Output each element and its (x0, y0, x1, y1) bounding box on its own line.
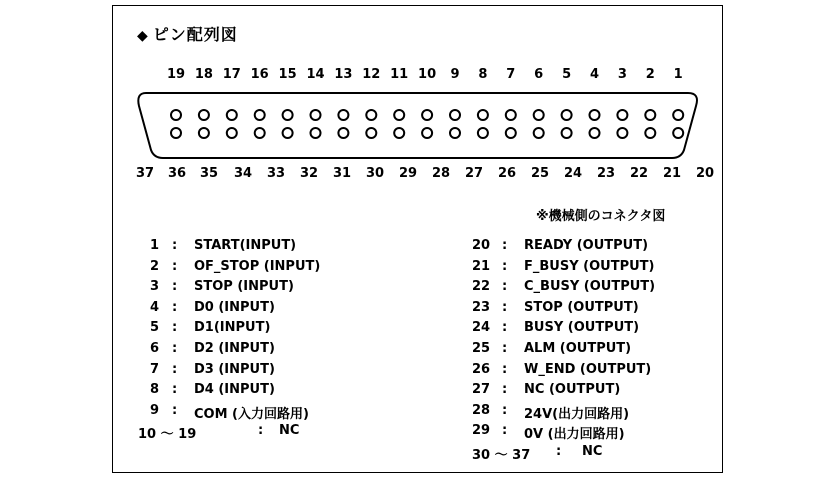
pin-hole (366, 110, 376, 120)
pin-label: START(INPUT) (194, 238, 297, 253)
pin-number: 7 (150, 361, 160, 377)
pin-number: 10 ～ 19 (138, 427, 197, 443)
pin-number-bottom: 30 (365, 166, 385, 181)
pin-number-bottom: 21 (662, 166, 682, 181)
pin-label: D2 (INPUT) (194, 341, 275, 356)
pin-number-top: 18 (194, 67, 213, 82)
pin-number: 27 (472, 382, 491, 398)
pin-number-top: 15 (278, 67, 297, 82)
separator: : (172, 402, 178, 418)
pin-number-top: 4 (589, 67, 600, 82)
pin-hole (534, 110, 544, 120)
pin-number: 29 (472, 423, 491, 439)
pin-hole (227, 110, 237, 120)
connector-note: ※機械側のコネクタ図 (536, 209, 666, 224)
pin-hole (645, 128, 655, 138)
separator: : (172, 320, 178, 336)
pin-hole (478, 110, 488, 120)
separator: : (502, 423, 508, 439)
pin-number: 3 (150, 279, 160, 295)
pin-label: NC (582, 444, 603, 459)
pin-hole (673, 128, 683, 138)
separator: : (172, 258, 178, 274)
pin-number-bottom: 23 (596, 166, 616, 181)
pin-number-top: 8 (478, 67, 488, 82)
pin-number: 9 (150, 402, 160, 418)
pin-number-bottom: 29 (398, 166, 418, 181)
pin-row-bottom (171, 128, 683, 138)
pin-number-top: 7 (506, 67, 516, 82)
pin-row-top (171, 110, 683, 120)
separator: : (502, 402, 508, 418)
pin-number: 28 (472, 402, 491, 418)
pin-hole (338, 128, 348, 138)
pin-number-bottom: 26 (497, 166, 517, 181)
pin-number-bottom: 22 (629, 166, 649, 181)
pin-number: 24 (472, 320, 491, 336)
pin-number-bottom: 33 (266, 166, 286, 181)
pin-hole (422, 128, 432, 138)
separator: : (502, 238, 508, 253)
pin-number: 20 (472, 238, 491, 253)
pin-label: OF_STOP (INPUT) (194, 258, 321, 274)
pin-hole (171, 128, 181, 138)
pin-hole (506, 128, 516, 138)
pin-label: C_BUSY (OUTPUT) (524, 279, 656, 295)
pin-number-top: 3 (617, 67, 627, 82)
separator: : (502, 361, 508, 377)
pin-hole (590, 128, 600, 138)
pin-label: F_BUSY (OUTPUT) (524, 258, 655, 274)
separator: : (502, 341, 508, 356)
pin-label: NC (279, 423, 300, 439)
pin-number: 30 ～ 37 (472, 448, 531, 463)
pin-number-bottom: 25 (530, 166, 550, 181)
pin-number-top: 1 (673, 67, 683, 82)
connector-outline (138, 93, 697, 158)
pin-hole (617, 110, 627, 120)
pin-hole (562, 110, 572, 120)
pin-label: STOP (INPUT) (194, 279, 294, 295)
pin-number-bottom: 36 (167, 166, 187, 181)
pin-number-bottom: 31 (332, 166, 352, 181)
pin-hole (227, 128, 237, 138)
pin-number-bottom: 28 (431, 166, 451, 181)
pin-hole (450, 110, 460, 120)
separator: : (502, 258, 508, 274)
pin-number: 2 (150, 258, 160, 274)
pin-hole (422, 110, 432, 120)
pin-label: D4 (INPUT) (194, 382, 275, 398)
pin-hole (590, 110, 600, 120)
pin-number-bottom: 20 (695, 166, 715, 181)
pin-hole (450, 128, 460, 138)
pin-label: W_END (OUTPUT) (524, 361, 652, 377)
pin-label: NC (OUTPUT) (524, 382, 621, 398)
separator: : (502, 320, 508, 336)
separator: : (258, 423, 264, 439)
pin-hole (311, 128, 321, 138)
pin-hole (562, 128, 572, 138)
pin-number-bottom: 34 (233, 166, 253, 181)
pin-number: 23 (472, 299, 491, 315)
pin-number-bottom: 24 (563, 166, 583, 181)
pin-number-top: 14 (306, 67, 325, 82)
pin-number-bottom: 35 (199, 166, 219, 181)
pin-number-top: 11 (390, 67, 409, 82)
separator: : (172, 279, 178, 295)
pin-hole (534, 128, 544, 138)
separator: : (172, 361, 178, 377)
pin-number-top: 16 (250, 67, 269, 82)
pin-number-bottom: 32 (299, 166, 319, 181)
pin-number-top: 5 (562, 67, 572, 82)
pin-label: D3 (INPUT) (194, 361, 275, 377)
pin-number: 5 (150, 320, 160, 336)
pin-hole (283, 110, 293, 120)
pin-number: 22 (472, 279, 491, 295)
pin-number: 8 (150, 382, 160, 398)
pin-hole (506, 110, 516, 120)
separator: : (502, 382, 508, 398)
pin-number: 1 (150, 238, 160, 253)
separator: : (556, 444, 562, 459)
title-text: ピン配列図 (152, 25, 238, 44)
pin-number: 21 (472, 258, 491, 274)
pin-number: 4 (150, 299, 160, 315)
separator: : (172, 238, 178, 253)
pin-hole (366, 128, 376, 138)
separator: : (172, 299, 178, 315)
pin-number-top: 6 (534, 67, 544, 82)
pin-label: D1(INPUT) (194, 320, 271, 336)
pin-number-top: 12 (362, 67, 381, 82)
pin-number: 6 (150, 341, 160, 356)
pin-hole (645, 110, 655, 120)
pin-hole (673, 110, 683, 120)
separator: : (172, 382, 178, 398)
pin-hole (394, 110, 404, 120)
pin-label: COM (入力回路用) (194, 406, 309, 422)
pin-label: READY (OUTPUT) (524, 238, 649, 253)
pin-label: BUSY (OUTPUT) (524, 320, 640, 336)
pin-hole (311, 110, 321, 120)
pin-hole (255, 128, 265, 138)
diamond-icon: ◆ (137, 28, 149, 44)
pin-hole (617, 128, 627, 138)
pin-hole (171, 110, 181, 120)
pin-number-top: 19 (166, 67, 186, 82)
pin-label: STOP (OUTPUT) (524, 299, 639, 315)
pin-label: 0V (出力回路用) (524, 427, 625, 443)
pin-hole (283, 128, 293, 138)
pin-hole (199, 110, 209, 120)
pin-number-top: 2 (645, 67, 655, 82)
separator: : (172, 341, 178, 356)
pin-number-bottom: 27 (464, 166, 484, 181)
separator: : (502, 299, 508, 315)
pin-label: D0 (INPUT) (194, 299, 275, 315)
pin-number-bottom: 37 (135, 166, 155, 181)
pin-number-top: 10 (418, 67, 437, 82)
pin-hole (199, 128, 209, 138)
pin-number-top: 9 (450, 67, 460, 82)
pin-label: ALM (OUTPUT) (524, 341, 632, 356)
pin-number: 25 (472, 341, 491, 356)
pin-number-top: 13 (334, 67, 353, 82)
pin-hole (255, 110, 265, 120)
pin-hole (478, 128, 488, 138)
pin-number-top: 17 (222, 67, 241, 82)
pin-number: 26 (472, 361, 491, 377)
pin-hole (338, 110, 348, 120)
separator: : (502, 279, 508, 295)
pin-label: 24V(出力回路用) (524, 406, 630, 422)
pin-hole (394, 128, 404, 138)
